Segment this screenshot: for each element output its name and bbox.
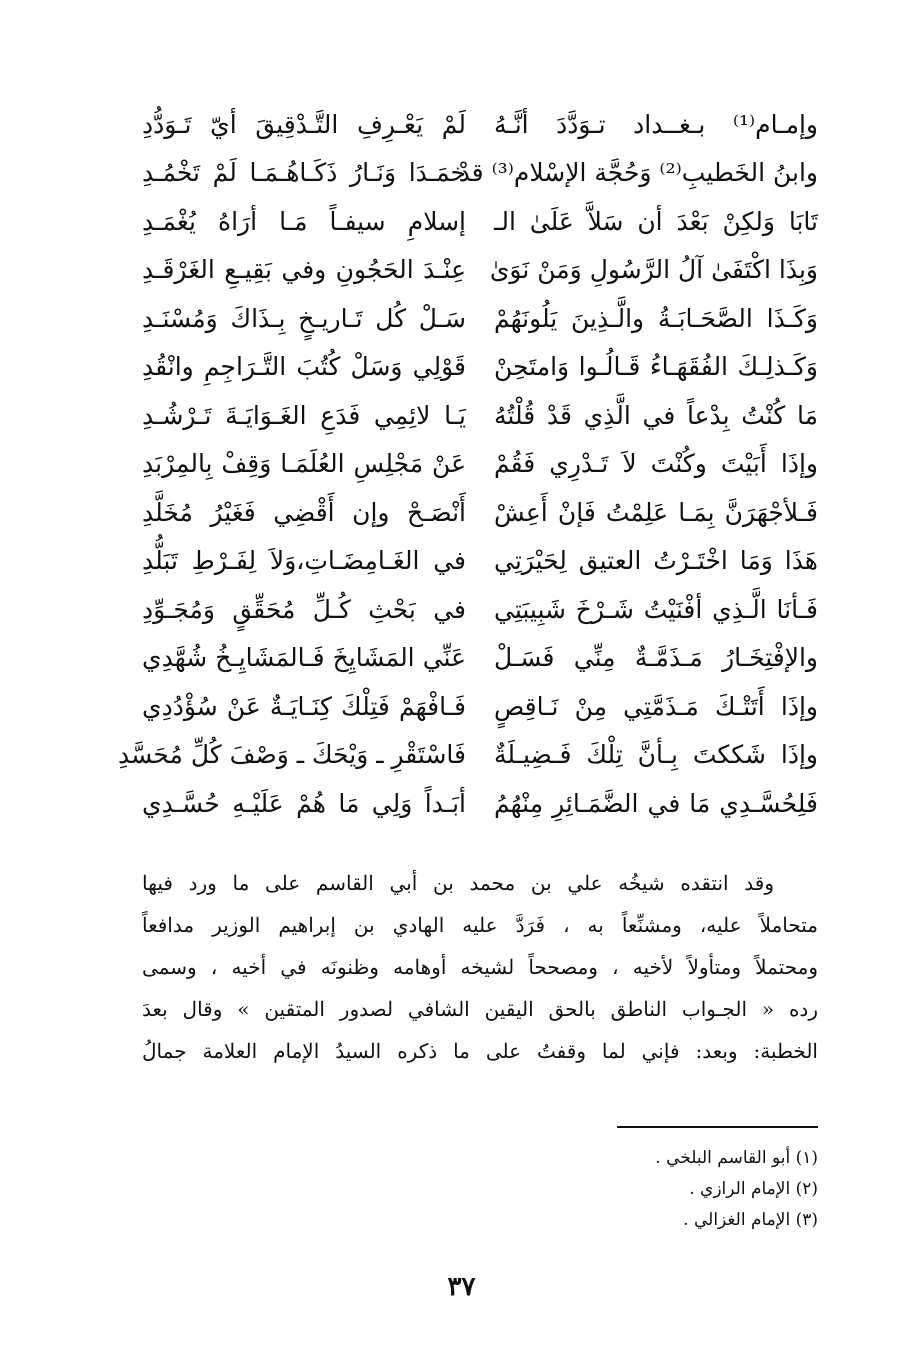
first-hemistich: تَابَا وَلكِنْ بَعْدَ أن سَلاَّ عَلَىٰ الـ [494,206,818,236]
first-hemistich: فَـأنَا الَّـذِي أفْنَيْتُ شَـرْخَ شَبِيبَتِي [494,594,818,624]
first-hemistich: وإذَا أَتَتْـكَ مَـذَمَّتِي مِنْ نَـاقِصٍ [494,691,818,721]
second-hemistich: يَـا لائِمِي فَدَعِ الغَـوَايَـةَ تَـرْشُـدِ [142,400,466,430]
verse-row [142,294,818,343]
first-hemistich: فَلِحُسَّـدِي مَا في الضَّمَـائِرِ مِنْهُمُ [494,788,818,818]
second-hemistich: فَاسْتَقْرِ ـ وَيْحَكَ ـ وَصْفَ كُلِّ مُحَسَّدِ [117,740,466,770]
verse-row [142,343,818,392]
verse-row [142,634,818,683]
prose-line: الخطبة: وبعد: فإني لما وقفتُ على ما ذكره السيدُ الإمام العلامة جمالُ [142,1039,818,1063]
poem-verses [117,100,818,828]
verse-row [142,488,818,537]
prose-line: متحاملاً عليه، ومشنِّعاً به ، فَرَدَّ عليه الهادي بن إبراهيم الوزير مدافعاً [142,913,818,937]
second-hemistich: عِنْـدَ الحَجُونِ وفي بَقِيـعِ الغَرْقَـدِ [142,255,466,285]
prose-line: وقد انتقده شيخُه علي بن محمد بن أبي القاسم على ما ورد فيها [142,871,774,895]
first-hemistich: وإذَا شَككتَ بِـأنَّ تِلْكَ فَـضِيـلَةٌ [494,740,818,770]
verse-row [142,682,818,731]
verse-row [142,100,818,149]
second-hemistich: عَنْ مَجْلِسِ العُلَمَـا وَقِفْ بِالمِرْبَدِ [142,449,466,479]
verse-row [142,585,818,634]
first-hemistich: وابنُ الخَطيبِ⁽²⁾ وَحُجَّة الإسْلام⁽³⁾ قدْ [458,158,818,188]
prose-paragraph [142,862,818,1072]
first-hemistich: فَـلأجْهَرَنَّ بِمَـا عَلِمْتُ فَإنْ أَعِشْ [494,497,818,527]
second-hemistich: في بَحْثِ كُـلِّ مُحَقِّقٍ وَمُجَـوِّدِ [142,594,466,624]
second-hemistich: في الغَـامِضَـاتِ،وَلاَ لِفَـرْطِ تَبَلُّدِ [142,546,466,576]
verse-row [142,197,818,246]
page-number: ٣٧ [447,1272,476,1302]
footnote-2: (٢) الإمام الرازي . [689,1179,818,1199]
second-hemistich: أَنْصَـحْ وإن أَقْضِي فَغَيْرُ مُخَلَّدِ [142,497,466,527]
verse-row [142,246,818,295]
verse-row [117,731,818,780]
verse-row [142,779,818,828]
first-hemistich: وَبِذَا اكْتَفَىٰ آلُ الرَّسُولِ وَمَنْ نَوَىٰ [489,255,818,285]
verse-row [142,537,818,586]
footnote-3: (٣) الإمام الغزالي . [683,1210,818,1230]
verse-row [142,391,818,440]
second-hemistich: سَـلْ كُل تَـاريـخٍ بِـذَاكَ وَمُسْنَـدِ [142,303,466,333]
prose-line: ومحتملاً ومتأولاً لأخيه ، ومصححاً لشيخه أوهامه وظنونَه في أخيه ، وسمى [142,955,818,979]
second-hemistich: فَـافْهَمْ فَتِلْكَ كِنَـايَـةٌ عَنْ سُؤْدُدِي [142,691,466,721]
first-hemistich: وإذَا أَبَيْتَ وكُنْتَ لاَ تَـدْرِي فَقُمْ [494,449,818,479]
verse-row [142,440,818,489]
second-hemistich: عَنِّي المَشَايِخَ فَـالمَشَايِـخُ شُهَّدِي [142,643,466,673]
first-hemistich: والإفْتِخَـارُ مَـذَمَّـةٌ مِنِّي فَسَـلْ [494,643,818,673]
first-hemistich: وَكَـذَا الصَّحَـابَـةُ والَّـذِينَ يَلُونَهُمْ [494,303,818,333]
second-hemistich: قَوْلِي وَسَلْ كُتُبَ التَّـرَاجِمِ وانْقُدِ [142,352,466,382]
first-hemistich: وَكَـذلِـكَ الفُقَهَـاءُ قَـالُـوا وَامتَحِنْ [494,352,818,382]
first-hemistich: هَذَا وَمَا اخْتَـرْتُ العتيق لِحَيْرَتِي [494,546,818,576]
first-hemistich: مَا كُنْتُ بِدْعاً في الَّذِي قَدْ قُلْتُهُ [494,400,818,430]
footnotes [418,1143,818,1236]
second-hemistich: إسلامِ سيفـاً مَـا أرَاهُ يُغْمَـدِ [142,206,466,236]
first-hemistich: وإمـام⁽¹⁾ بـغــداد تـوَدَّدَ أنَّـهُ [494,109,818,139]
footnote-1: (١) أبو القاسم البلخي . [655,1148,818,1168]
prose-line: رده « الجـواب الناطق بالحق اليقين الشافي لصدور المتقين » وقال بعدَ [142,997,818,1021]
second-hemistich: لَمْ يَعْـرِفِ التَّـدْقِيقَ أيّ تَـوَدُّدِ [142,109,466,139]
second-hemistich: أبَـداً وَلِي مَا هُمْ عَلَيْـهِ حُسَّـدِي [142,788,466,818]
second-hemistich: خمَـدَا وَنَـارُ ذَكَـاهُـمَـا لَمْ تَخْمُـدِ [142,158,466,188]
footnote-divider [617,1126,818,1128]
verse-row [142,149,818,198]
